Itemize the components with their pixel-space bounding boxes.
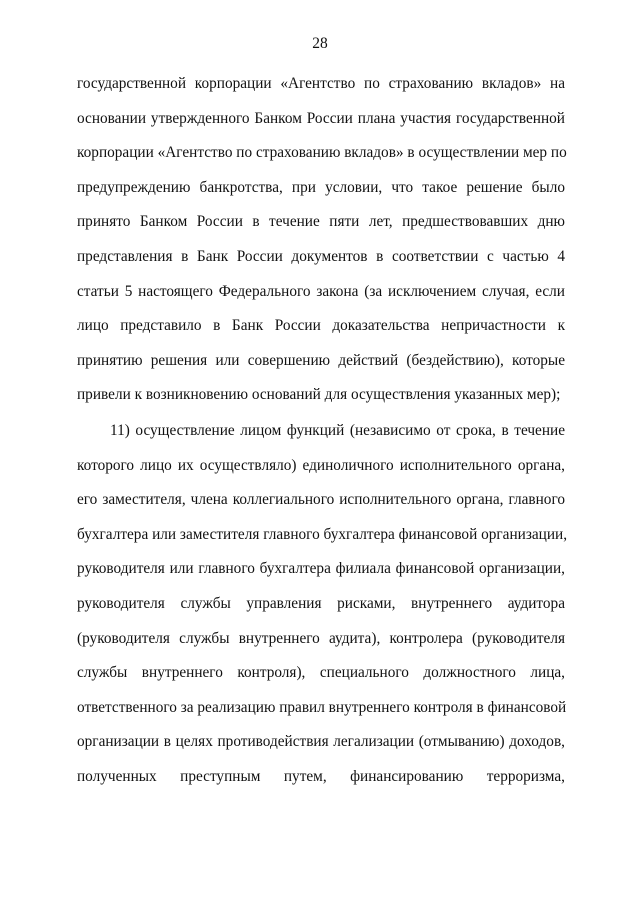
text-line: представления в Банк России документов в соответствии с частью 4 — [77, 247, 565, 265]
text-line: руководителя службы управления рисками, внутреннего аудитора — [77, 594, 565, 612]
page-number: 28 — [312, 35, 328, 52]
text-line: которого лицо их осуществляло) единоличного исполнительного органа, — [77, 456, 565, 474]
text-line: основании утвержденного Банком России плана участия государственной — [77, 109, 565, 127]
text-line: лицо представило в Банк России доказательства непричастности к — [77, 317, 565, 335]
text-line: принято Банком России в течение пяти лет, предшествовавших дню — [77, 213, 565, 231]
paragraph-item-11 — [77, 421, 568, 802]
paragraph-continuation — [77, 74, 565, 420]
text-line: привели к возникновению оснований для осуществления указанных мер); — [77, 386, 561, 404]
text-line: ответственного за реализацию правил внутреннего контроля в финансовой — [77, 698, 567, 716]
text-line: предупреждению банкротства, при условии, что такое решение было — [77, 178, 565, 196]
text-line: его заместителя, члена коллегиального исполнительного органа, главного — [77, 491, 565, 509]
text-line: руководителя или главного бухгалтера филиала финансовой организации, — [77, 560, 565, 578]
text-line: корпорации «Агентство по страхованию вкладов» в осуществлении мер по — [77, 144, 567, 162]
text-line: полученных преступным путем, финансированию терроризма, — [77, 767, 565, 785]
text-line: 11) осуществление лицом функций (независимо от срока, в течение — [110, 422, 565, 439]
text-line: (руководителя службы внутреннего аудита), контролера (руководителя — [77, 629, 565, 647]
text-line: государственной корпорации «Агентство по страхованию вкладов» на — [77, 75, 565, 92]
text-line: принятию решения или совершению действий (бездействию), которые — [77, 351, 565, 369]
text-line: бухгалтера или заместителя главного бухгалтера финансовой организации, — [77, 525, 568, 543]
text-line: статьи 5 настоящего Федерального закона (за исключением случая, если — [77, 282, 565, 300]
text-line: службы внутреннего контроля), специального должностного лица, — [77, 664, 565, 682]
text-line: организации в целях противодействия легализации (отмыванию) доходов, — [77, 733, 565, 751]
